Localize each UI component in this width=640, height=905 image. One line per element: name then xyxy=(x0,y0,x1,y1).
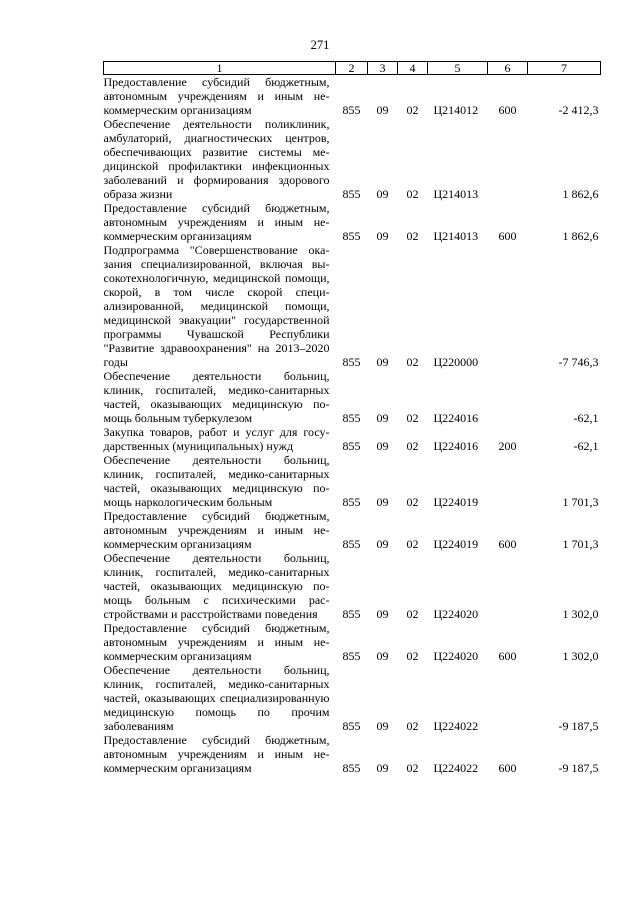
row-name: Обеспечение деятельности поликлиник, амбулаторий, диагностических центров, обеспечивающих развитие системы медицинской профилактики инфекционных заболеваний и формирования здорового образа жизни xyxy=(103,117,330,201)
row-amount: 1 862,6 xyxy=(562,187,599,201)
row-ministry: 855 xyxy=(342,495,361,509)
table-body xyxy=(104,75,601,776)
table-row xyxy=(104,425,601,453)
table-row xyxy=(104,369,601,425)
column-header-6: 6 xyxy=(488,62,528,75)
row-name: Обеспечение деятельности больниц, клиник, госпиталей, медико-санитарных частей, оказывающих медицинскую помощь больным туберкулезом xyxy=(103,369,330,425)
table-row xyxy=(104,117,601,201)
row-target: Ц224020 xyxy=(433,607,479,621)
row-ministry: 855 xyxy=(342,607,361,621)
row-target: Ц224019 xyxy=(433,495,479,509)
row-target: Ц224016 xyxy=(433,439,479,453)
row-ministry: 855 xyxy=(342,719,361,733)
row-subsection: 02 xyxy=(406,229,419,243)
row-subsection: 02 xyxy=(406,439,419,453)
row-amount: -62,1 xyxy=(573,411,599,425)
row-target: Ц224020 xyxy=(433,649,479,663)
row-ministry: 855 xyxy=(342,355,361,369)
table-row xyxy=(104,201,601,243)
row-amount: 1 701,3 xyxy=(562,495,599,509)
column-header-2: 2 xyxy=(336,62,368,75)
row-expense-type: 600 xyxy=(498,761,517,775)
column-header-1: 1 xyxy=(104,62,336,75)
row-amount: 1 862,6 xyxy=(562,229,599,243)
row-target: Ц224019 xyxy=(433,537,479,551)
row-target: Ц220000 xyxy=(433,355,479,369)
row-expense-type xyxy=(488,663,528,733)
row-expense-type: 600 xyxy=(498,537,517,551)
row-amount: -62,1 xyxy=(573,439,599,453)
row-subsection: 02 xyxy=(406,537,419,551)
row-expense-type: 200 xyxy=(498,439,517,453)
row-section: 09 xyxy=(376,649,389,663)
row-name: Обеспечение деятельности больниц, клиник, госпиталей, медико-санитарных частей, оказывающих медицинскую помощь больным с психическими расстройствами и расстройствами поведения xyxy=(103,551,330,621)
row-section: 09 xyxy=(376,103,389,117)
row-expense-type xyxy=(488,243,528,369)
row-amount: -2 412,3 xyxy=(558,103,599,117)
row-ministry: 855 xyxy=(342,187,361,201)
row-subsection: 02 xyxy=(406,411,419,425)
row-expense-type: 600 xyxy=(498,649,517,663)
table-row xyxy=(104,75,601,118)
budget-table xyxy=(103,61,601,775)
row-amount: -9 187,5 xyxy=(558,719,599,733)
row-name: Предоставление субсидий бюджетным, автономным учреждениям и иным некоммерческим организациям xyxy=(103,75,330,117)
row-section: 09 xyxy=(376,229,389,243)
column-header-5: 5 xyxy=(428,62,488,75)
column-header-3: 3 xyxy=(368,62,398,75)
row-ministry: 855 xyxy=(342,439,361,453)
row-expense-type: 600 xyxy=(498,229,517,243)
row-expense-type xyxy=(488,453,528,509)
row-subsection: 02 xyxy=(406,649,419,663)
row-name: Подпрограмма "Совершенствование оказания специализированной, включая высокотехнологичную, медицинской помощи, скорой, в том числе скорой специализированной, медицинской помощи, медицинской эвакуации" государственной программы Чувашской Республики "Развитие здравоохранения" на 2013–2020 годы xyxy=(103,243,330,369)
table-row xyxy=(104,243,601,369)
row-name: Предоставление субсидий бюджетным, автономным учреждениям и иным некоммерческим организациям xyxy=(103,621,330,663)
row-subsection: 02 xyxy=(406,355,419,369)
row-subsection: 02 xyxy=(406,187,419,201)
row-section: 09 xyxy=(376,439,389,453)
table-row xyxy=(104,621,601,663)
row-ministry: 855 xyxy=(342,103,361,117)
row-expense-type: 600 xyxy=(498,103,517,117)
row-name: Предоставление субсидий бюджетным, автономным учреждениям и иным некоммерческим организациям xyxy=(103,201,330,243)
row-ministry: 855 xyxy=(342,411,361,425)
row-section: 09 xyxy=(376,537,389,551)
row-subsection: 02 xyxy=(406,103,419,117)
row-expense-type xyxy=(488,117,528,201)
row-name: Закупка товаров, работ и услуг для государственных (муниципальных) нужд xyxy=(103,425,330,453)
row-name: Предоставление субсидий бюджетным, автономным учреждениям и иным некоммерческим организациям xyxy=(103,509,330,551)
row-amount: 1 302,0 xyxy=(562,607,599,621)
row-name: Предоставление субсидий бюджетным, автономным учреждениям и иным некоммерческим организациям xyxy=(103,733,330,775)
table-row xyxy=(104,509,601,551)
row-subsection: 02 xyxy=(406,719,419,733)
row-expense-type xyxy=(488,551,528,621)
column-header-4: 4 xyxy=(398,62,428,75)
row-amount: 1 701,3 xyxy=(562,537,599,551)
row-section: 09 xyxy=(376,355,389,369)
row-section: 09 xyxy=(376,411,389,425)
row-ministry: 855 xyxy=(342,537,361,551)
row-amount: -7 746,3 xyxy=(558,355,599,369)
page-number: 271 xyxy=(310,38,330,52)
row-target: Ц224022 xyxy=(433,761,479,775)
row-ministry: 855 xyxy=(342,229,361,243)
row-target: Ц214013 xyxy=(433,229,479,243)
table-row xyxy=(104,453,601,509)
row-expense-type xyxy=(488,369,528,425)
row-target: Ц214013 xyxy=(433,187,479,201)
table-row xyxy=(104,551,601,621)
row-section: 09 xyxy=(376,719,389,733)
row-section: 09 xyxy=(376,187,389,201)
header-row xyxy=(104,62,601,75)
row-name: Обеспечение деятельности больниц, клиник, госпиталей, медико-санитарных частей, оказывающих специализированную медицинскую помощь по прочим заболеваниям xyxy=(103,663,330,733)
column-header-7: 7 xyxy=(528,62,601,75)
table-header xyxy=(104,62,601,75)
row-amount: -9 187,5 xyxy=(558,761,599,775)
row-section: 09 xyxy=(376,761,389,775)
row-section: 09 xyxy=(376,495,389,509)
row-subsection: 02 xyxy=(406,761,419,775)
row-name: Обеспечение деятельности больниц, клиник, госпиталей, медико-санитарных частей, оказывающих медицинскую помощь наркологическим больным xyxy=(103,453,330,509)
row-ministry: 855 xyxy=(342,649,361,663)
row-subsection: 02 xyxy=(406,607,419,621)
table-row xyxy=(104,733,601,775)
row-target: Ц224016 xyxy=(433,411,479,425)
row-target: Ц224022 xyxy=(433,719,479,733)
row-section: 09 xyxy=(376,607,389,621)
row-target: Ц214012 xyxy=(433,103,479,117)
table-row xyxy=(104,663,601,733)
row-amount: 1 302,0 xyxy=(562,649,599,663)
row-subsection: 02 xyxy=(406,495,419,509)
row-ministry: 855 xyxy=(342,761,361,775)
